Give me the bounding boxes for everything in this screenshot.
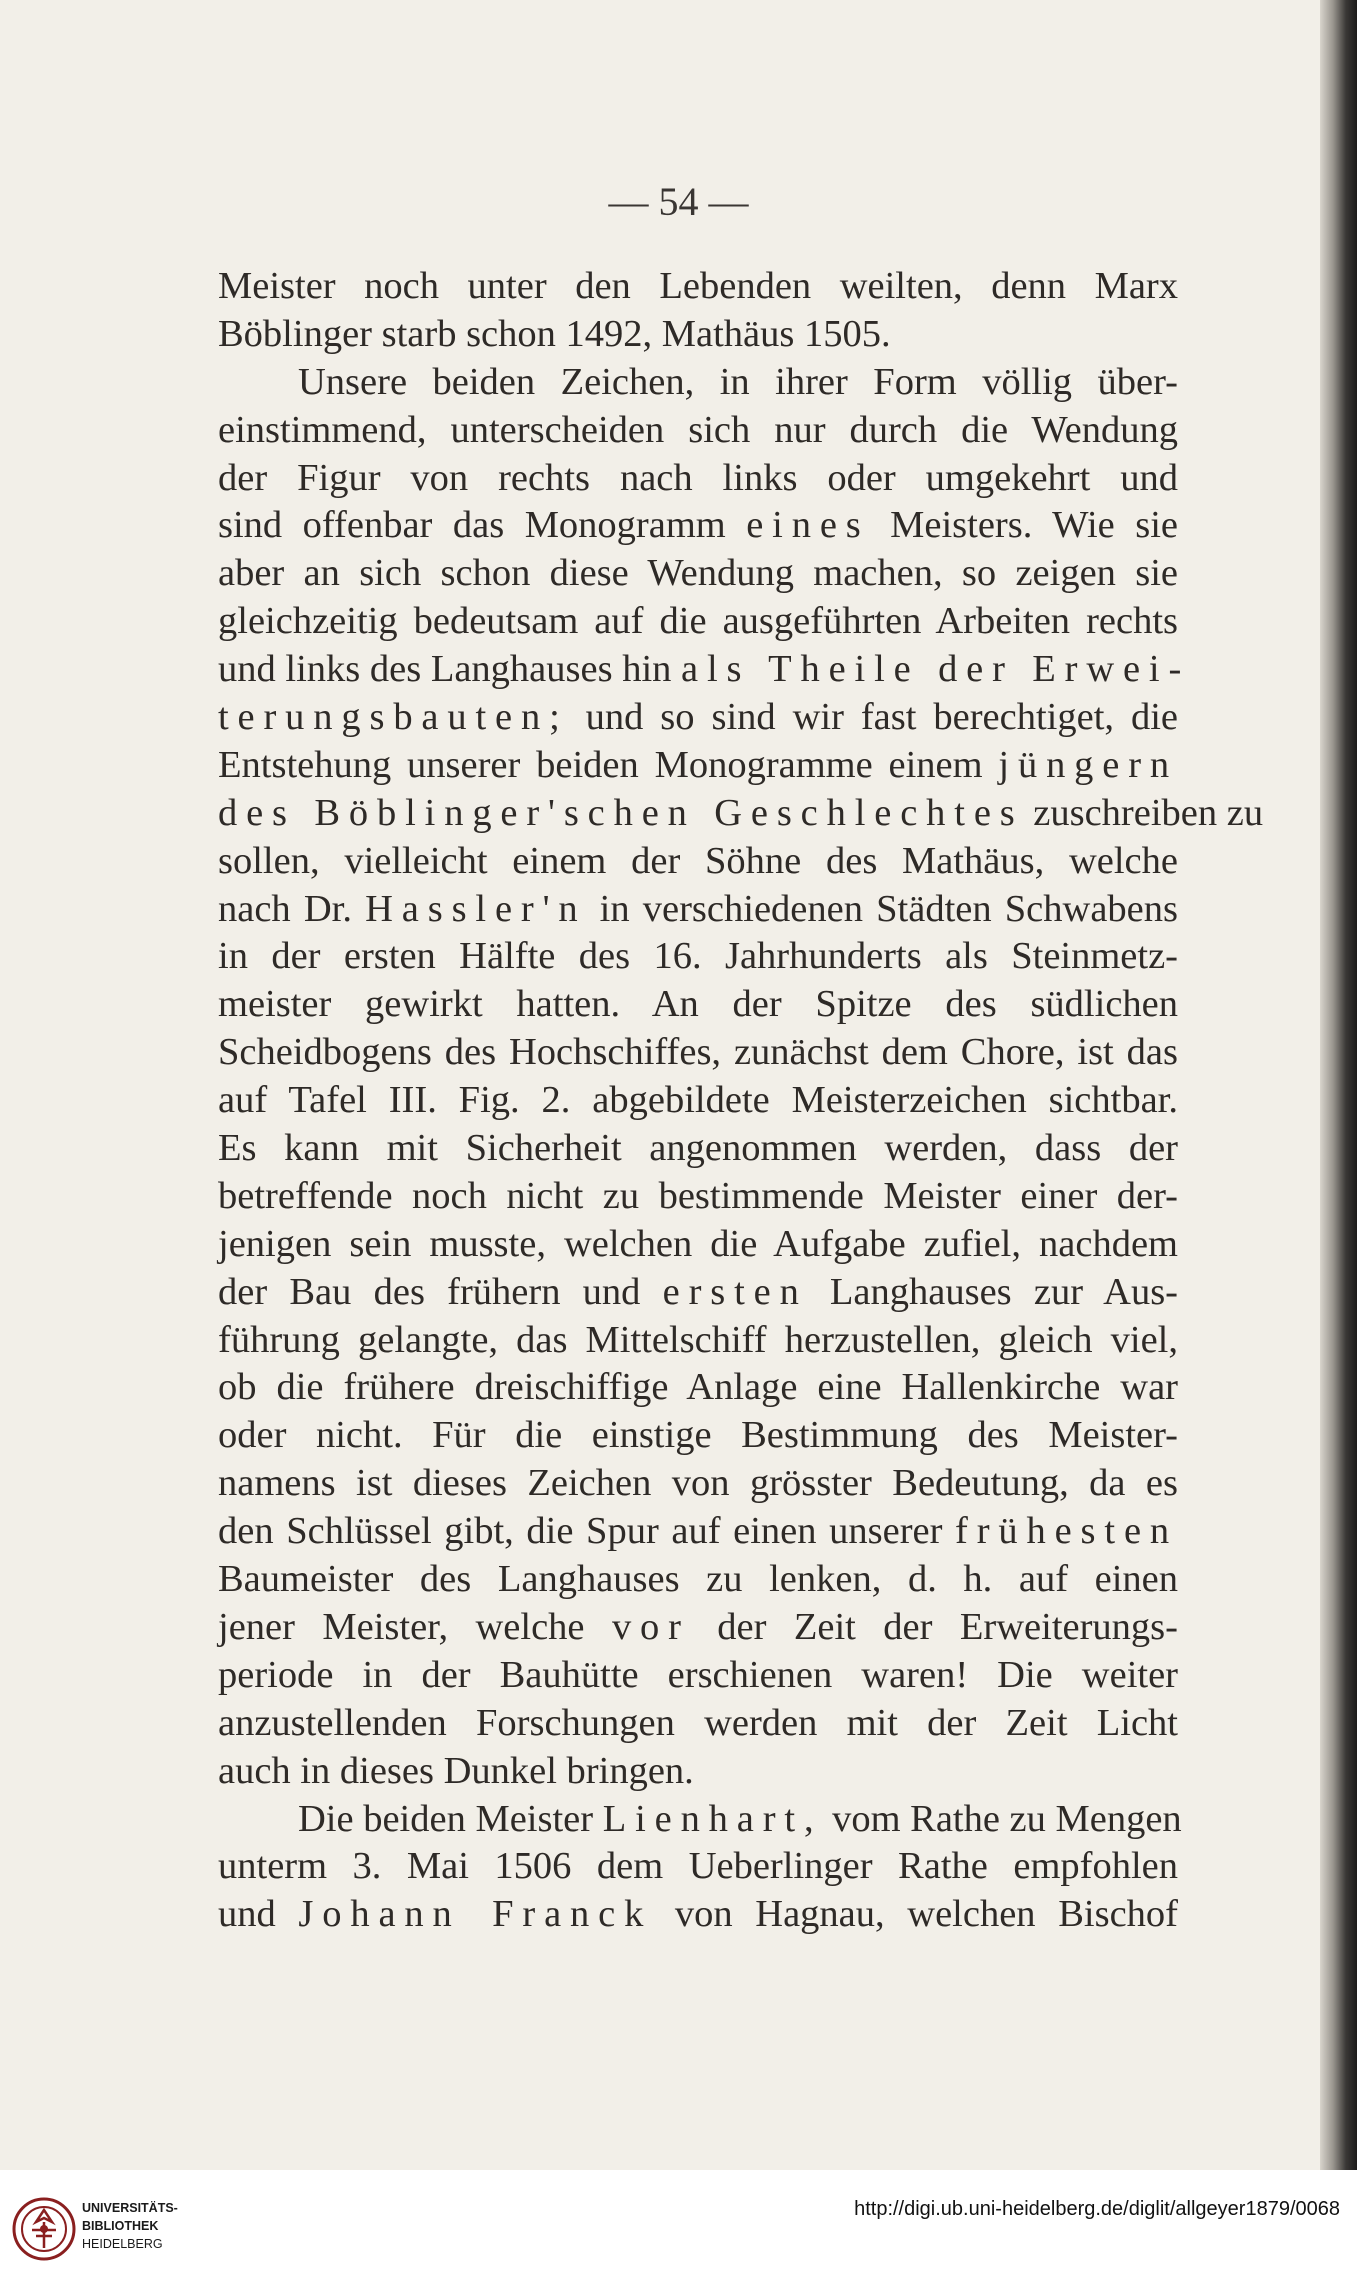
text-line [218, 646, 1191, 694]
text-run: Unsere beiden Zeichen, in ihrer Form völlig über- [298, 360, 1178, 403]
text-line [218, 886, 1178, 934]
text-run: Langhauses zur Aus- [807, 1270, 1178, 1313]
text-run: auch in dieses Dunkel bringen. [218, 1749, 694, 1792]
library-name-line: HEIDELBERG [82, 2237, 163, 2251]
text-run: aber an sich schon diese Wendung machen, so zeigen sie [218, 552, 1178, 595]
spaced-emphasis-text: ersten [662, 1270, 808, 1313]
spaced-emphasis-text: Johann Franck [298, 1893, 653, 1936]
text-line [218, 407, 1178, 455]
text-line [218, 598, 1178, 646]
book-spine-shadow [1320, 0, 1357, 2170]
text-run: meister gewirkt hatten. An der Spitze des südlichen [218, 983, 1178, 1026]
body-text [218, 263, 1264, 1939]
text-line [218, 1652, 1178, 1700]
spaced-emphasis-text: terungsbauten; [218, 696, 569, 739]
text-line [218, 1364, 1178, 1412]
text-line [218, 933, 1178, 981]
text-line [218, 359, 1178, 407]
text-line [218, 1891, 1178, 1939]
text-run: den Schlüssel gibt, die Spur auf einen unserer [218, 1510, 956, 1553]
spaced-emphasis-text: eines [746, 504, 870, 547]
spaced-emphasis-text: Lienhart, [602, 1797, 823, 1840]
spaced-emphasis-text: frühesten [955, 1510, 1178, 1553]
spaced-emphasis-text: des Böblinger'schen Geschlechtes [218, 791, 1024, 834]
text-run: von Hagnau, welchen Bischof [652, 1893, 1178, 1936]
text-line [218, 742, 1178, 790]
text-line [218, 1843, 1178, 1891]
text-run: führung gelangte, das Mittelschiff herzustellen, gleich viel, [218, 1318, 1178, 1361]
text-line [218, 1077, 1178, 1125]
library-name-line: BIBLIOTHEK [82, 2219, 159, 2233]
viewer-footer [0, 2170, 1357, 2277]
text-run: Meisters. Wie sie [869, 504, 1178, 547]
text-line [218, 1556, 1178, 1604]
text-run: und links des Langhauses hin [218, 648, 682, 691]
text-run: Scheidbogens des Hochschiffes, zunächst dem Chore, ist das [218, 1031, 1178, 1074]
text-run: der Bau des frühern und [218, 1270, 663, 1313]
text-run: Baumeister des Langhauses zu lenken, d. h. auf einen [218, 1558, 1178, 1601]
text-run: zuschreiben zu [1023, 791, 1264, 834]
text-run: Entstehung unserer beiden Monogramme einem [218, 743, 999, 786]
text-run: gleichzeitig bedeutsam auf die ausgeführten Arbeiten rechts [218, 600, 1178, 643]
text-run: einstimmend, unterscheiden sich nur durch die Wendung [218, 408, 1178, 451]
text-run: periode in der Bauhütte erschienen waren! Die weiter [218, 1653, 1178, 1696]
text-line [218, 1604, 1178, 1652]
text-run: sollen, vielleicht einem der Söhne des Mathäus, welche [218, 839, 1178, 882]
text-run: in verschiedenen Städten Schwabens [586, 887, 1178, 930]
text-line [218, 1221, 1178, 1269]
page-number: — 54 — [608, 179, 749, 224]
text-line [218, 1029, 1178, 1077]
text-line [218, 1317, 1178, 1365]
spaced-emphasis-text: Hassler'n [365, 887, 587, 930]
text-run: der Figur von rechts nach links oder umgekehrt und [218, 456, 1178, 499]
text-run: namens ist dieses Zeichen von grösster Bedeutung, da es [218, 1462, 1178, 1505]
text-line [218, 838, 1178, 886]
spaced-emphasis-text: vor [611, 1605, 690, 1648]
text-line [218, 1460, 1178, 1508]
text-run: oder nicht. Für die einstige Bestimmung des Meister- [218, 1414, 1178, 1457]
text-line [218, 263, 1178, 311]
text-line [218, 1173, 1178, 1221]
text-line [218, 1412, 1178, 1460]
text-line [218, 311, 1178, 359]
text-run: Meister noch unter den Lebenden weilten, denn Marx [218, 265, 1178, 307]
text-run: vom Rathe zu Mengen [822, 1797, 1182, 1840]
text-line [218, 1796, 1182, 1844]
text-line [218, 1508, 1178, 1556]
library-name [82, 2199, 178, 2253]
text-run: Böblinger starb schon 1492, Mathäus 1505. [218, 312, 891, 355]
text-line [218, 694, 1178, 742]
text-run: unterm 3. Mai 1506 dem Ueberlinger Rathe empfohlen [218, 1845, 1178, 1888]
text-run: ob die frühere dreischiffige Anlage eine Hallenkirche war [218, 1366, 1178, 1409]
library-name-line: UNIVERSITÄTS- [82, 2201, 178, 2215]
text-run: der Zeit der Erweiterungs- [689, 1605, 1178, 1648]
text-run: und [218, 1893, 299, 1936]
text-run: betreffende noch nicht zu bestimmende Meister einer der- [218, 1174, 1178, 1217]
text-line [218, 1700, 1178, 1748]
text-line [218, 1748, 1178, 1796]
university-seal-icon [12, 2196, 76, 2262]
text-run: auf Tafel III. Fig. 2. abgebildete Meisterzeichen sichtbar. [218, 1079, 1178, 1122]
text-line [218, 550, 1178, 598]
text-run: in der ersten Hälfte des 16. Jahrhunderts als Steinmetz- [218, 935, 1178, 978]
text-run: sind offenbar das Monogramm [218, 504, 747, 547]
spaced-emphasis-text: als Theile der Erwei- [681, 648, 1191, 691]
text-line [218, 1125, 1178, 1173]
text-run: jener Meister, welche [218, 1605, 612, 1648]
text-run: und so sind wir fast berechtiget, die [568, 696, 1178, 739]
text-line [218, 981, 1178, 1029]
text-line [218, 790, 1264, 838]
source-url-link[interactable]: http://digi.ub.uni-heidelberg.de/diglit/allgeyer1879/0068 [854, 2198, 1340, 2220]
text-line [218, 455, 1178, 503]
text-run: nach Dr. [218, 887, 366, 930]
spaced-emphasis-text: jüngern [998, 743, 1178, 786]
text-line [218, 1269, 1178, 1317]
text-line [218, 502, 1178, 550]
text-run: Die beiden Meister [298, 1797, 603, 1840]
text-run: Es kann mit Sicherheit angenommen werden, dass der [218, 1127, 1178, 1170]
text-run: anzustellenden Forschungen werden mit der Zeit Licht [218, 1701, 1178, 1744]
text-run: jenigen sein musste, welchen die Aufgabe zufiel, nachdem [218, 1222, 1178, 1265]
